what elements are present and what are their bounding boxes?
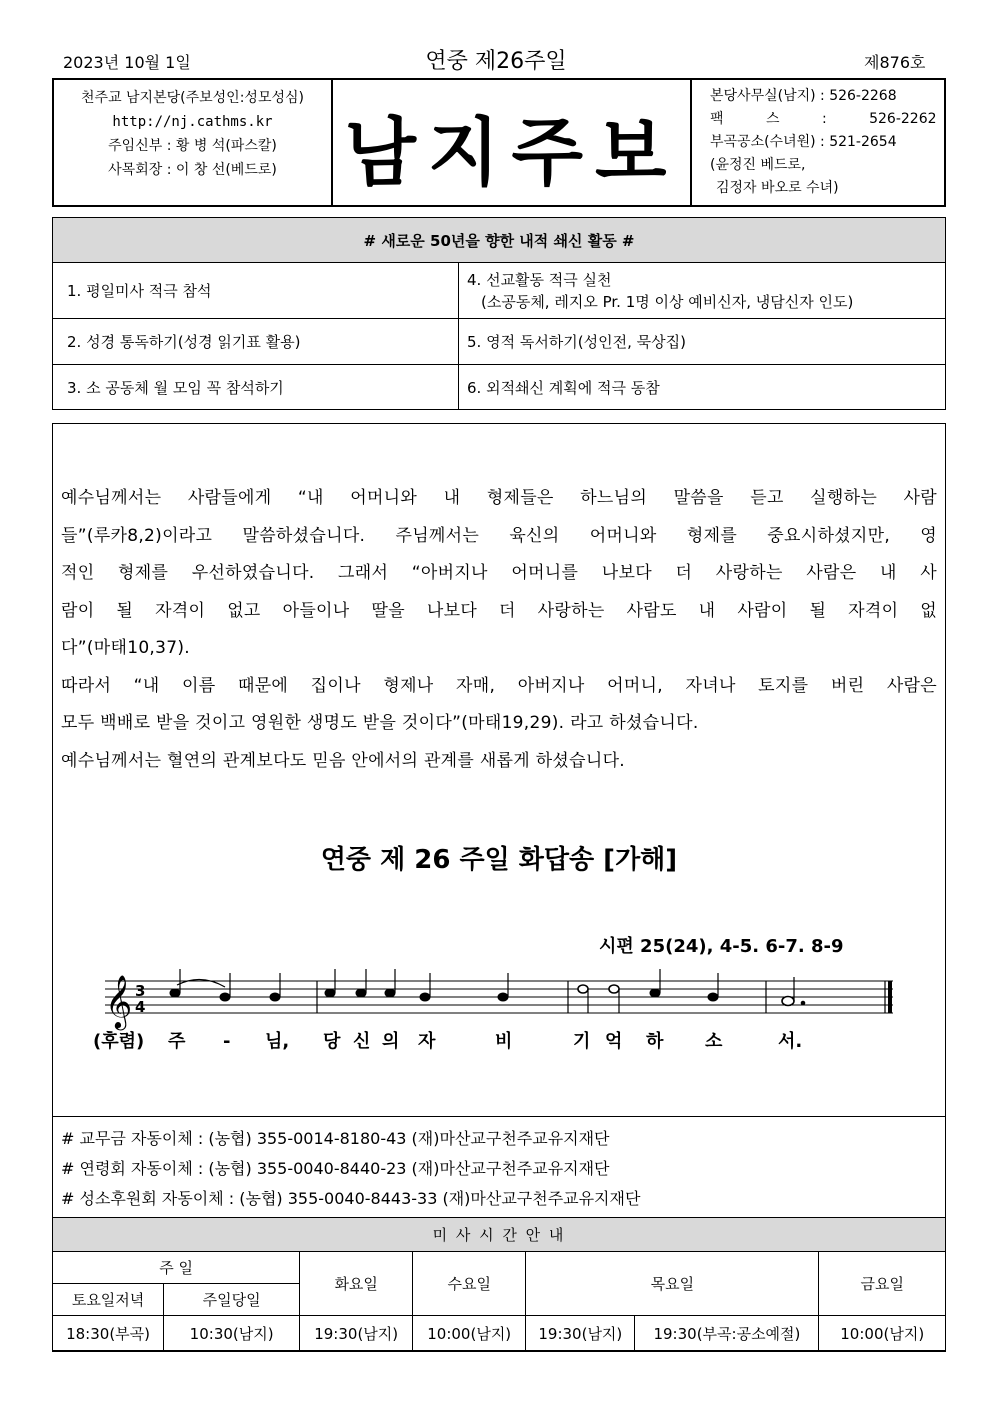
article-line: 예수님께서는 혈연의 관계보다도 믿음 안에서의 관계를 새롭게 하셨습니다. [61,750,626,771]
transfer-list [61,1124,640,1214]
contact-sister-1: (윤정진 베드로, [710,157,806,173]
notes [170,969,805,1013]
contact-office: 본당사무실(남지) : 526-2268 [710,88,897,104]
lyric: 주 [168,1031,186,1052]
paper-title: 남지주보 [344,110,679,196]
mass-heading: 미 사 시 간 안 내 [53,1218,946,1252]
renewal-heading: # 새로운 50년을 향한 내적 쇄신 활동 # [53,218,946,263]
psalm-score [93,969,903,1064]
contact-mission: 부곡공소(수녀원) : 521-2654 [710,134,897,150]
article-body [61,480,937,780]
lyric: 자 [418,1031,436,1052]
note [782,997,794,1006]
patron-saint: (주보성인:성모성심) [180,90,304,106]
note [420,993,430,1001]
goal-3: 3. 소 공동체 월 모임 꼭 참석하기 [53,365,459,410]
article-line: 들”(루카8,2)이라고 말씀하셨습니다. 주님께서는 육신의 어머니와 형제를 중요시하셨지만, 영 [61,525,937,546]
mass-time: 10:30(남지) [164,1316,300,1351]
issue-date: 2023년 10월 1일 [63,53,191,72]
lyric: - [223,1031,231,1052]
treble-clef-icon: 𝄞 [105,974,133,1028]
renewal-table [52,217,946,410]
time-signature-top: 3 [135,982,146,1000]
pastor-name: 주임신부 : 황 병 석(파스칼) [108,138,277,154]
mass-time: 10:00(남지) [819,1316,946,1351]
mass-time: 19:30(남지) [526,1316,635,1351]
council-head: 사목회장 : 이 창 선(베드로) [108,162,277,178]
note [220,993,230,1001]
note [498,993,508,1001]
mass-wed-header: 수요일 [413,1252,526,1316]
psalm-reference: 시편 25(24), 4-5. 6-7. 8-9 [599,936,844,957]
article-line: 다”(마태10,37). [61,638,191,658]
article-line: 적인 형제를 우선하였습니다. 그래서 “아버지나 어머니를 나보다 더 사랑하는 사람은 내 사 [61,563,937,583]
week-title: 연중 제26주일 [425,49,567,74]
article-line: 람이 될 자격이 없고 아들이나 딸을 나보다 더 사랑하는 사람도 내 사람이 될 자격이 없 [61,600,937,621]
lyric: 비 [495,1031,513,1052]
note [270,993,280,1001]
note [325,989,335,997]
note [385,989,395,997]
article-line: 예수님께서는 사람들에게 “내 어머니와 내 형제들은 하느님의 말씀을 듣고 실행하는 사람 [61,488,937,508]
note [170,989,180,997]
parish-name: 천주교 남지본당 [81,90,181,106]
mass-sun-day-header: 주일당일 [164,1284,300,1316]
masthead-left [54,86,331,182]
contact-fax: 팩 스 : 526-2262 [710,111,937,127]
goal-4-title: 4. 선교활동 적극 실천 [467,270,612,289]
note [578,985,588,993]
goal-2: 2. 성경 통독하기(성경 읽기표 활용) [53,319,459,365]
note [356,989,366,997]
transfer-item: # 성소후원회 자동이체 : (농협) 355-0040-8443-33 (재)마산교구천주교유지재단 [61,1189,641,1208]
article-line: 모두 백배로 받을 것이고 영원한 생명도 받을 것이다”(마태19,29). 라고 하셨습니다. [61,713,699,733]
transfer-item: # 연령회 자동이체 : (농협) 355-0040-8440-23 (재)마산교구천주교유지재단 [61,1159,610,1178]
lyric: 의 [382,1031,400,1052]
mass-fri-header: 금요일 [819,1252,946,1316]
article-line: 따라서 “내 이름 때문에 집이나 형제나 자매, 아버지나 어머니, 자녀나 토지를 버린 사람은 [61,675,937,696]
issue-number: 제876호 [864,53,926,72]
psalm-title: 연중 제 26 주일 화답송 [가해] [320,845,678,875]
website-link[interactable]: http://nj.cathms.kr [112,114,273,130]
lyric: 하 [646,1031,664,1052]
goal-6: 6. 외적쇄신 계획에 적극 동참 [459,365,946,410]
lyric: 님, [265,1031,290,1052]
mass-time: 19:30(남지) [300,1316,413,1351]
goal-4 [459,263,946,319]
main-section [52,423,946,1352]
contacts [710,85,937,200]
lyric: 당 [323,1031,341,1052]
transfer-item: # 교무금 자동이체 : (농협) 355-0014-8180-43 (재)마산교구천주교유지재단 [61,1129,610,1148]
lyric: 기 [573,1031,591,1052]
goal-5: 5. 영적 독서하기(성인전, 묵상집) [459,319,946,365]
lyric: 서. [778,1031,803,1052]
mass-time: 19:30(부곡:공소예절) [635,1316,819,1351]
time-signature-bottom: 4 [135,998,146,1016]
note [650,989,660,997]
goal-1: 1. 평일미사 적극 참석 [53,263,459,319]
lyric: 신 [353,1031,371,1052]
contact-sister-2: 김정자 바오로 수녀) [716,180,839,196]
lyric-label: (후렴) [93,1031,145,1052]
lyric: 억 [605,1031,623,1052]
lyrics [93,1030,802,1052]
mass-thu-header: 목요일 [526,1252,819,1316]
goal-4-detail: (소공동체, 레지오 Pr. 1명 이상 예비신자, 냉담신자 인도) [481,292,854,311]
mass-time: 18:30(부곡) [53,1316,164,1351]
mass-sunday-header: 주 일 [53,1252,300,1284]
mass-tue-header: 화요일 [300,1252,413,1316]
masthead [52,78,946,207]
note [708,993,718,1001]
note [609,985,619,993]
mass-time: 10:00(남지) [413,1316,526,1351]
mass-schedule-table [52,1217,946,1351]
mass-sat-eve-header: 토요일저녁 [53,1284,164,1316]
lyric: 소 [705,1031,723,1052]
